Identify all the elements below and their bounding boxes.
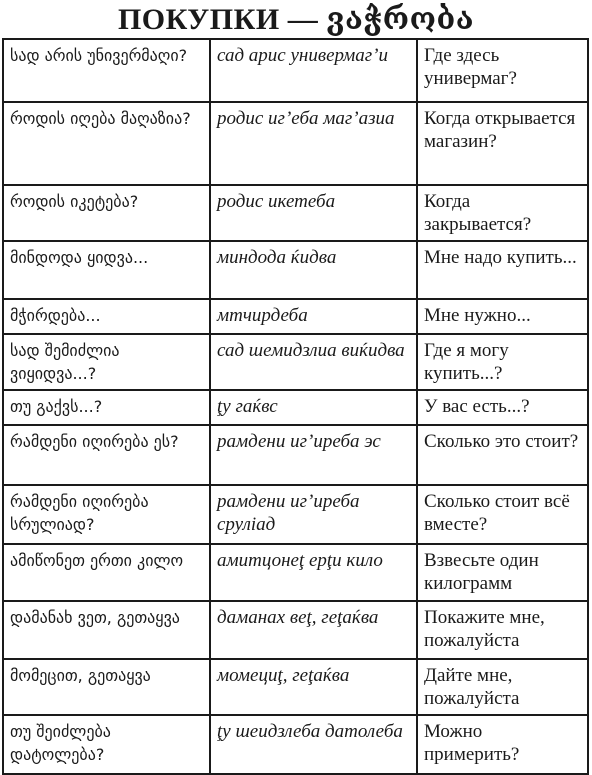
transliteration-cell: сад арис универмаг’и	[210, 39, 417, 102]
russian-translation-cell: Сколько стоит всё вместе?	[417, 485, 588, 544]
table-row	[3, 241, 588, 299]
russian-translation-cell: Когда закрывается?	[417, 185, 588, 241]
georgian-phrase-cell: როდის იღება მაღაზია?	[3, 102, 210, 185]
georgian-phrase-cell: როდის იკეტება?	[3, 185, 210, 241]
table-row	[3, 659, 588, 715]
page-title: ПОКУПКИ — ვაჭრობა	[117, 3, 475, 36]
table-row	[3, 185, 588, 241]
transliteration-cell: сад шемидзлиа виќидва	[210, 334, 417, 390]
transliteration-cell: момециţ, геţаќва	[210, 659, 417, 715]
table-row	[3, 299, 588, 334]
transliteration-cell: рамдени иг’иреба эс	[210, 425, 417, 485]
table-row	[3, 485, 588, 544]
transliteration-cell: миндода ќидва	[210, 241, 417, 299]
russian-translation-cell: Мне нужно...	[417, 299, 588, 334]
table-row	[3, 715, 588, 774]
russian-translation-cell: У вас есть...?	[417, 390, 588, 425]
georgian-phrase-cell: მომეცით, გეთაყვა	[3, 659, 210, 715]
georgian-phrase-cell: მინდოდა ყიდვა...	[3, 241, 210, 299]
georgian-phrase-cell: დამანახ ვეთ, გეთაყვა	[3, 601, 210, 659]
table-row	[3, 425, 588, 485]
transliteration-cell: ţу шеидзлеба датолеба	[210, 715, 417, 774]
russian-translation-cell: Покажите мне, пожалуйста	[417, 601, 588, 659]
transliteration-cell: амитцонеţ ерţи кило	[210, 544, 417, 601]
russian-translation-cell: Где я могу купить...?	[417, 334, 588, 390]
georgian-phrase-cell: სად შემიძლია ვიყიდვა...?	[3, 334, 210, 390]
georgian-phrase-cell: ამიწონეთ ერთი კილო	[3, 544, 210, 601]
table-row	[3, 601, 588, 659]
table-row	[3, 102, 588, 185]
russian-translation-cell: Можно примерить?	[417, 715, 588, 774]
table-row	[3, 334, 588, 390]
russian-translation-cell: Где здесь универмаг?	[417, 39, 588, 102]
transliteration-cell: мтчирдеба	[210, 299, 417, 334]
table-row	[3, 390, 588, 425]
russian-translation-cell: Дайте мне, пожалуйста	[417, 659, 588, 715]
georgian-phrase-cell: მჭირდება...	[3, 299, 210, 334]
russian-translation-cell: Когда открывается магазин?	[417, 102, 588, 185]
russian-translation-cell: Взвесьте один килограмм	[417, 544, 588, 601]
table-row	[3, 39, 588, 102]
transliteration-cell: даманах веţ, геţаќва	[210, 601, 417, 659]
transliteration-cell: рамдени иг’иреба сруліад	[210, 485, 417, 544]
phrase-table	[2, 38, 589, 775]
russian-translation-cell: Мне надо купить...	[417, 241, 588, 299]
transliteration-cell: родис иг’еба маг’азиа	[210, 102, 417, 185]
georgian-phrase-cell: თუ გაქვს...?	[3, 390, 210, 425]
russian-translation-cell: Сколько это стоит?	[417, 425, 588, 485]
transliteration-cell: ţу гаќвс	[210, 390, 417, 425]
georgian-phrase-cell: რამდენი იღირება სრულიად?	[3, 485, 210, 544]
transliteration-cell: родис икетеба	[210, 185, 417, 241]
georgian-phrase-cell: სად არის უნივერმაღი?	[3, 39, 210, 102]
table-row	[3, 544, 588, 601]
georgian-phrase-cell: რამდენი იღირება ეს?	[3, 425, 210, 485]
georgian-phrase-cell: თუ შეიძლება დატოლება?	[3, 715, 210, 774]
